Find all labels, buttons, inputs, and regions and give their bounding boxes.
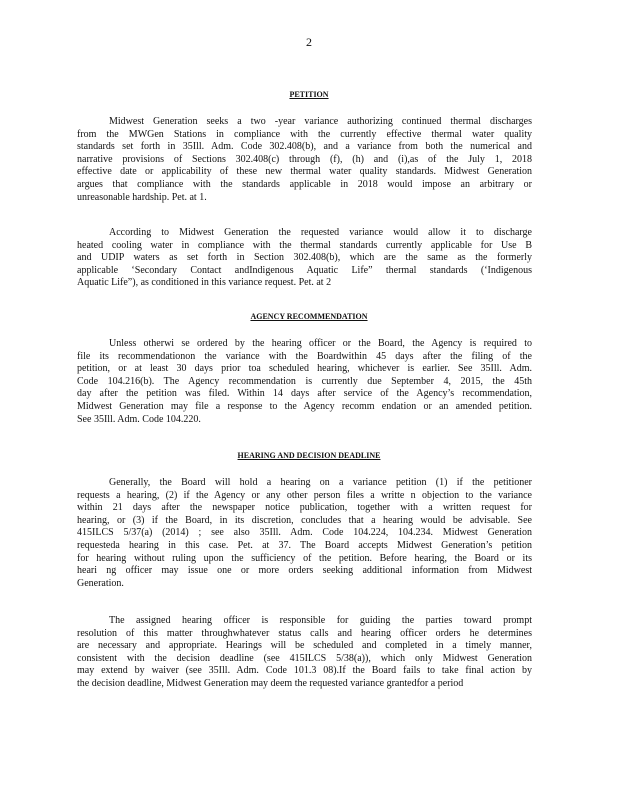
text-line: and UDIP waters as set forth in Section 302.408(b), which are the same as the formerly xyxy=(77,252,532,264)
paragraph xyxy=(77,477,532,590)
text-line: The assigned hearing officer is responsible for guiding the parties toward prompt xyxy=(109,615,532,626)
text-line: effective date or applicability of these new thermal water quality standards. Midwest Generation xyxy=(77,166,532,178)
text-line: Aquatic Life”), as conditioned in this variance request. Pet. at 2 xyxy=(77,277,332,289)
section-heading-agency-recommendation: AGENCY RECOMMENDATION xyxy=(250,312,368,321)
text-line: the decision deadline, Midwest Generation may deem the requested variance grantedfor a period xyxy=(77,677,464,689)
text-line: heari ng officer may issue one or more orders seeking additional information from Midwest xyxy=(77,565,532,577)
paragraph xyxy=(77,116,532,204)
text-line: According to Midwest Generation the requested variance would allow it to discharge xyxy=(109,227,532,238)
page-number: 2 xyxy=(306,35,312,49)
text-line: applicable ‘Secondary Contact andIndigenous Aquatic Life” thermal standards (‘Indigenous xyxy=(77,264,532,276)
text-line: Midwest Generation seeks a two -year variance authorizing continued thermal discharges xyxy=(109,116,532,127)
text-line: argues that compliance with the standards applicable in 2018 would impose an arbitrary or xyxy=(77,178,532,190)
paragraph xyxy=(77,615,532,691)
text-line: resolution of this matter throughwhatever status calls and hearing officer orders he determines xyxy=(77,627,532,639)
text-line: day after the petition was filed. Within 14 days after service of the Agency’s recommendation, xyxy=(77,388,532,400)
text-line: See 35Ill. Adm. Code 104.220. xyxy=(77,413,201,425)
text-line: Code 104.216(b). The Agency recommendation is currently due September 4, 2015, the 45th xyxy=(77,375,532,387)
text-line: requests a hearing, (2) if the Agency or any other person files a writte n objection to the variance xyxy=(77,489,532,501)
text-line: requesteda hearing in this case. Pet. at 37. The Board accepts Midwest Generation’s petition xyxy=(77,539,532,551)
text-line: petition, or at least 30 days prior toa scheduled hearing, whichever is earlier. See 35Ill. Adm. xyxy=(77,363,532,375)
text-line: from the MWGen Stations in compliance with the currently effective thermal water quality xyxy=(77,128,532,140)
text-line: Generation. xyxy=(77,577,124,589)
text-line: consistent with the decision deadline (see 415ILCS 5/38(a)), which only Midwest Generation xyxy=(77,652,532,664)
text-line: Generally, the Board will hold a hearing on a variance petition (1) if the petitioner xyxy=(109,477,532,488)
text-line: hearing, or (3) if the Board, in its discretion, concludes that a hearing would be advisable. See xyxy=(77,514,532,526)
text-line: Unless otherwi se ordered by the hearing officer or the Board, the Agency is required to xyxy=(109,338,532,349)
paragraph xyxy=(77,338,532,426)
section-heading-hearing-and-decision-deadline: HEARING AND DECISION DEADLINE xyxy=(237,451,381,460)
text-line: file its recommendationon the variance with the Boardwithin 45 days after the filing of the xyxy=(77,350,532,362)
text-line: unreasonable hardship. Pet. at 1. xyxy=(77,191,207,203)
text-line: for hearing without ruling upon the sufficiency of the petition. Before hearing, the Board or its xyxy=(77,552,532,564)
text-line: 415ILCS 5/37(a) (2014) ; see also 35Ill. Adm. Code 104.224, 104.234. Midwest Generation xyxy=(77,527,532,539)
text-line: may extend by waiver (see 35Ill. Adm. Code 101.3 08).If the Board fails to take final action by xyxy=(77,665,532,677)
paragraph xyxy=(77,227,532,290)
text-line: within 21 days after the newspaper notice publication, together with a written request for xyxy=(77,502,532,514)
text-line: standards set forth in 35Ill. Adm. Code 302.408(b), and a variance from both the numerical and xyxy=(77,141,532,153)
text-line: are necessary and appropriate. Hearings will be scheduled and completed in a timely manner, xyxy=(77,640,532,652)
text-line: narrative provisions of Sections 302.408(c) through (f), (h) and (i),as of the July 1, 2018 xyxy=(77,153,532,165)
text-line: Midwest Generation may file a response to the Agency recomm endation or an amended petition. xyxy=(77,400,532,412)
section-heading-petition: PETITION xyxy=(289,90,329,99)
text-line: heated cooling water in compliance with the thermal standards currently applicable for Use B xyxy=(77,239,532,251)
